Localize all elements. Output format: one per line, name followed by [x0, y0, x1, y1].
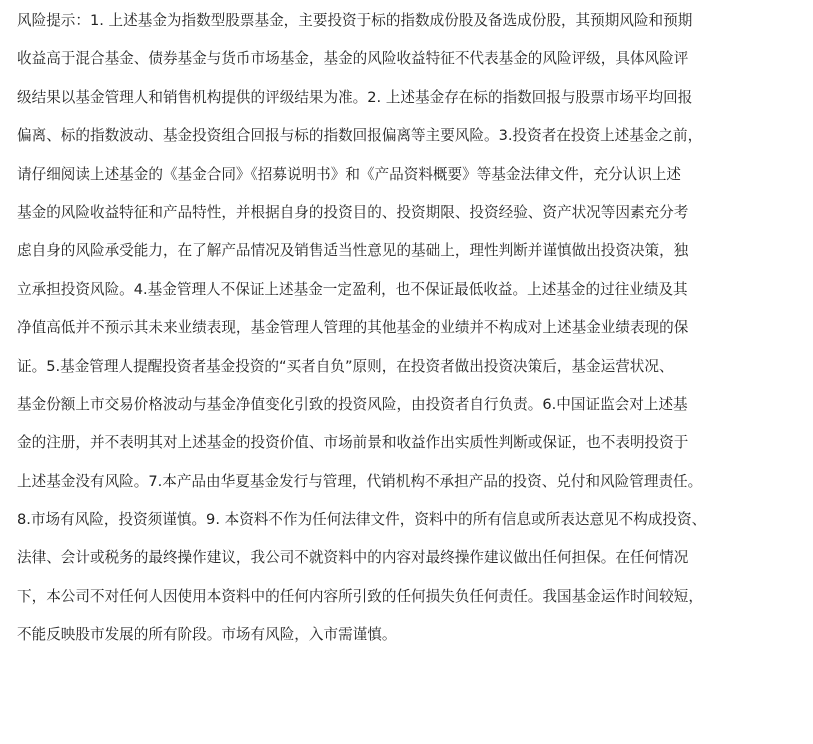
disclaimer-line: 8.市场有风险，投资须谨慎。9. 本资料不作为任何法律文件，资料中的所有信息或所表达意见不构成投资、: [17, 511, 707, 529]
disclaimer-line: 法律、会计或税务的最终操作建议，我公司不就资料中的内容对最终操作建议做出任何担保。在任何情况: [17, 549, 689, 567]
disclaimer-line: 净值高低并不预示其未来业绩表现，基金管理人管理的其他基金的业绩并不构成对上述基金业绩表现的保: [17, 319, 689, 337]
disclaimer-line: 基金的风险收益特征和产品特性，并根据自身的投资目的、投资期限、投资经验、资产状况等因素充分考: [17, 203, 689, 221]
disclaimer-line: 基金份额上市交易价格波动与基金净值变化引致的投资风险，由投资者自行负责。6.中国证监会对上述基: [17, 395, 688, 413]
disclaimer-line: 请仔细阅读上述基金的《基金合同》《招募说明书》和《产品资料概要》等基金法律文件，充分认识上述: [17, 165, 682, 183]
disclaimer-line: 立承担投资风险。4.基金管理人不保证上述基金一定盈利，也不保证最低收益。上述基金的过往业绩及其: [17, 280, 688, 298]
disclaimer-line: 上述基金没有风险。7.本产品由华夏基金发行与管理，代销机构不承担产品的投资、兑付和风险管理责任。: [17, 472, 703, 490]
disclaimer-line: 级结果以基金管理人和销售机构提供的评级结果为准。2. 上述基金存在标的指数回报与股票市场平均回报: [17, 88, 693, 106]
disclaimer-line: 金的注册，并不表明其对上述基金的投资价值、市场前景和收益作出实质性判断或保证，也不表明投资于: [17, 434, 689, 452]
disclaimer-line: 偏离、标的指数波动、基金投资组合回报与标的指数回报偏离等主要风险。3.投资者在投资上述基金之前，: [17, 127, 703, 145]
risk-disclaimer: [17, 2, 807, 655]
disclaimer-line: 下，本公司不对任何人因使用本资料中的任何内容所引致的任何损失负任何责任。我国基金运作时间较短，: [17, 587, 703, 605]
disclaimer-line: 风险提示：1. 上述基金为指数型股票基金，主要投资于标的指数成份股及备选成份股，其预期风险和预期: [17, 12, 693, 29]
disclaimer-line: 收益高于混合基金、债券基金与货币市场基金，基金的风险收益特征不代表基金的风险评级，具体风险评: [17, 50, 689, 68]
disclaimer-line: 证。5.基金管理人提醒投资者基金投资的“买者自负”原则，在投资者做出投资决策后，基金运营状况、: [17, 357, 674, 375]
disclaimer-line: 不能反映股市发展的所有阶段。市场有风险，入市需谨慎。: [17, 626, 397, 644]
disclaimer-line: 虑自身的风险承受能力，在了解产品情况及销售适当性意见的基础上，理性判断并谨慎做出投资决策，独: [17, 242, 689, 260]
